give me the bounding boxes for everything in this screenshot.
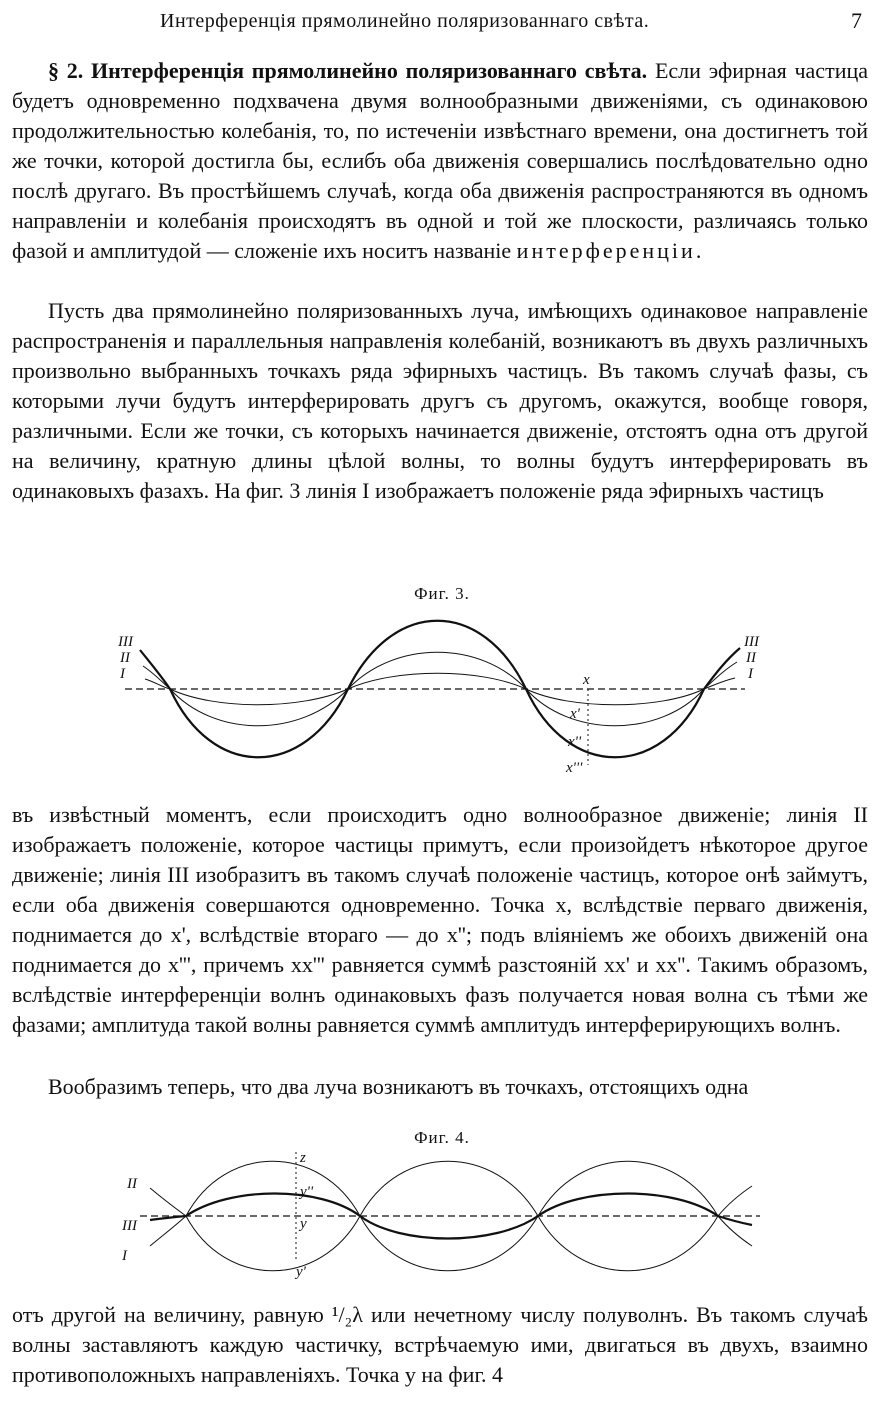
fig4-label-y1: y' — [296, 1264, 306, 1280]
figure-3-diagram — [0, 610, 884, 790]
fig3-label-x1: x' — [570, 706, 580, 722]
paragraph-1 — [12, 56, 868, 266]
fig4-label-y2: y'' — [300, 1184, 314, 1200]
running-title: Интерференція прямолинейно поляризованнаго свѣта. — [160, 10, 650, 32]
paragraph-3: въ извѣстный моментъ, если происходитъ одно волнообразное движеніе; линія II изображаетъ положеніе, которое частицы примутъ, если произойдетъ нѣкоторое другое движеніе; линія III изобразитъ въ такомъ случаѣ положеніе частицъ, которое онѣ займутъ, если оба движенія совершаются одновременно. Точка x, вслѣдствіе перваго движенія, поднимается до x', вслѣдствіе втораго — до x''; подъ вліяніемъ же обоихъ движеній она поднимается до x''', причемъ xx''' равняется суммѣ разстояній xx' и xx''. Такимъ образомъ, вслѣдствіе интерференціи волнъ одинаковыхъ фазъ получается новая волна съ тѣми же фазами; амплитуда такой волны равняется суммѣ амплитудъ интерферирующихъ волнъ. — [12, 802, 868, 1037]
fig3-label-I: I — [120, 666, 125, 682]
paragraph-5: отъ другой на величину, равную ¹/₂λ или нечетному числу полуволнъ. Въ такомъ случаѣ волны заставляютъ каждую частичку, встрѣчаемую ими, двигаться въ двухъ, взаимно противоположныхъ направленіяхъ. Точка y на фиг. 4 — [12, 1302, 868, 1387]
fig3-label-II: II — [120, 650, 130, 666]
fig3-label-x: x — [583, 672, 590, 688]
fig4-label-II: II — [127, 1176, 137, 1192]
term-interference: интерференціи. — [516, 238, 705, 263]
fig3-label-x3: x''' — [566, 760, 583, 776]
paragraph-2: Пусть два прямолинейно поляризованныхъ луча, имѣющихъ одинаковое направленіе распространенія и параллельныя направленія колебаній, возникаютъ въ двухъ различныхъ произвольно выбранныхъ точкахъ ряда эфирныхъ частицъ. Въ такомъ случаѣ фазы, съ которыми лучи будутъ интерферировать другъ съ другомъ, окажутся, вообще говоря, различными. Если же точки, съ которыхъ начинается движеніе, отстоятъ одна отъ другой на величину, кратную длины цѣлой волны, то волны будутъ интерферировать въ одинаковыхъ фазахъ. На фиг. 3 линія I изображаетъ положеніе ряда эфирныхъ частицъ — [12, 298, 868, 503]
figure-4-caption: Фиг. 4. — [414, 1128, 470, 1147]
fig3-label-II-right: II — [746, 650, 756, 666]
section-heading: § 2. Интерференція прямолинейно поляризованнаго свѣта. — [48, 58, 648, 83]
fig4-label-III: III — [122, 1218, 137, 1234]
figure-4-diagram — [0, 1148, 884, 1283]
fig4-label-y: y — [300, 1216, 307, 1232]
fig3-label-III-right: III — [744, 634, 759, 650]
fig3-label-III: III — [118, 634, 133, 650]
fig3-label-I-right: I — [748, 666, 753, 682]
page-number: 7 — [851, 8, 862, 33]
fig4-label-z: z — [300, 1150, 306, 1166]
page-header — [0, 6, 884, 40]
fig3-label-x2: x'' — [568, 734, 582, 750]
paragraph-4: Вообразимъ теперь, что два луча возникаютъ въ точкахъ, отстоящихъ одна — [48, 1074, 749, 1099]
fig4-label-I: I — [122, 1248, 127, 1264]
paragraph-1-text: Если эфирная частица будетъ одновременно подхвачена двумя волнообразными движеніями, съ одинаковою продолжительностью колебанія, то, по истеченіи извѣстнаго времени, она достигнетъ той же точки, которой достигла бы, еслибъ оба движенія совершались послѣдовательно одно послѣ другаго. Въ простѣйшемъ случаѣ, когда оба движенія распространяются въ одномъ направленіи и колебанія происходятъ въ одной и той же плоскости, различаясь только фазой и амплитудой — сложеніе ихъ носитъ названіе — [12, 58, 869, 263]
figure-3-caption: Фиг. 3. — [414, 584, 470, 603]
